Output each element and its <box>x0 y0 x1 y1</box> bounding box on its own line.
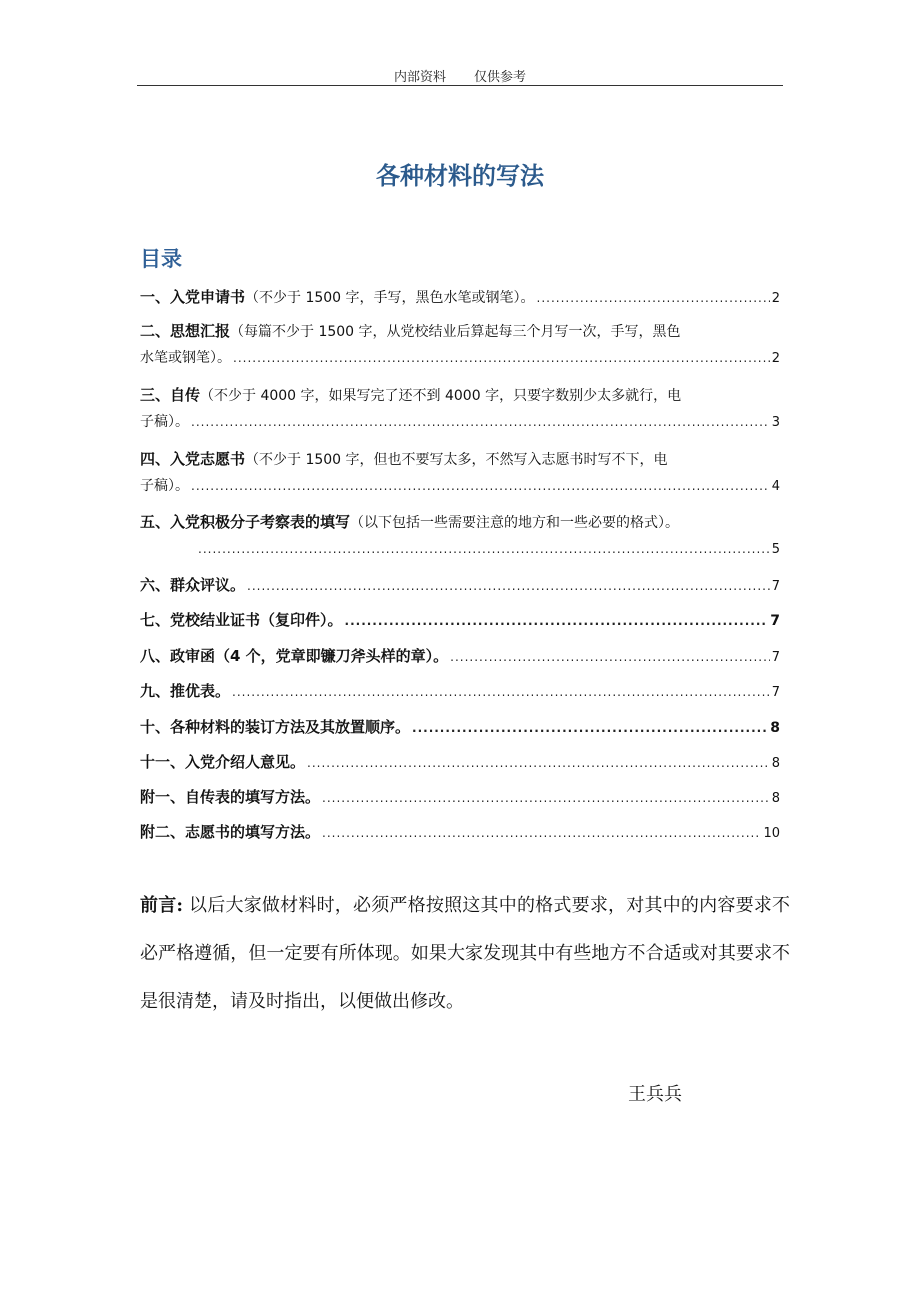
toc-entry-note-cont: 子稿）。 <box>140 414 189 430</box>
toc-entry-title: 附二、志愿书的填写方法。 <box>140 823 321 841</box>
preface-label: 前言: <box>140 895 184 916</box>
toc-entry[interactable] <box>140 607 780 634</box>
document-title: 各种材料的写法 <box>376 161 544 190</box>
toc-entry[interactable] <box>140 572 780 600</box>
preface-text: 以后大家做材料时，必须严格按照这其中的格式要求，对其中的内容要求不必严格遵循，但一定要有所体现。如果大家发现其中有些地方不合适或对其要求不是很清楚，请及时指出，以便做出修改。 <box>140 895 791 1012</box>
toc-page-number: 7 <box>771 650 780 665</box>
toc-entry[interactable] <box>140 819 780 847</box>
toc-leader-dots <box>412 715 768 741</box>
toc-page-number: 7 <box>771 579 780 594</box>
toc-entry-title: 附一、自传表的填写方法。 <box>140 788 321 806</box>
toc-entry[interactable] <box>140 284 780 312</box>
toc-entry-title: 七、党校结业证书（复印件）。 <box>140 611 343 629</box>
toc-page-number: 8 <box>771 791 780 806</box>
toc-heading: 目录 <box>140 247 182 271</box>
toc-entry[interactable] <box>140 678 780 706</box>
toc-leader-dots <box>322 785 770 811</box>
toc-entry[interactable] <box>140 784 780 812</box>
toc-entry-note-cont: 水笔或钢笔）。 <box>140 350 231 366</box>
toc-entry[interactable] <box>140 643 780 671</box>
toc-entry[interactable] <box>140 318 780 372</box>
toc-page-number: 2 <box>771 351 780 366</box>
toc-page-number: 8 <box>771 756 780 771</box>
toc-page-number: 7 <box>771 685 780 700</box>
header-internal-label: 内部资料 <box>393 70 446 85</box>
toc-entry-note: （以下包括一些需要注意的地方和一些必要的格式）。 <box>350 515 680 531</box>
toc-entry-note: （不少于 1500 字，手写，黑色水笔或钢笔）。 <box>245 290 535 306</box>
toc-entry[interactable] <box>140 509 780 563</box>
toc-entry[interactable] <box>140 382 780 436</box>
preface <box>140 882 790 1026</box>
author-signature: 王兵兵 <box>628 1084 682 1105</box>
toc-entry[interactable] <box>140 446 780 500</box>
toc-entry-title: 五、入党积极分子考察表的填写 <box>140 513 351 531</box>
toc-entry-note-cont: 子稿）。 <box>140 478 189 494</box>
header-divider <box>137 85 783 86</box>
toc-leader-dots <box>191 473 770 499</box>
toc-page-number: 8 <box>770 720 780 736</box>
toc-entry-title: 八、政审函（4 个，党章即镰刀斧头样的章）。 <box>140 647 449 665</box>
toc-leader-dots <box>322 820 761 846</box>
page-header <box>0 66 920 85</box>
header-reference-label: 仅供参考 <box>474 70 527 85</box>
toc-entry[interactable] <box>140 749 780 777</box>
toc-entry-title: 三、自传 <box>140 386 201 404</box>
toc-page-number: 3 <box>771 415 780 430</box>
toc-entry-title: 六、群众评议。 <box>140 576 246 594</box>
toc-entry-note: （不少于 4000 字，如果写完了还不到 4000 字，只要字数别少太多就行，电 <box>200 388 682 404</box>
toc-leader-dots <box>450 644 770 670</box>
toc-entry-note: （不少于 1500 字，但也不要写太多，不然写入志愿书时写不下，电 <box>245 452 668 468</box>
toc-leader-dots <box>537 285 770 311</box>
toc-entry-title: 四、入党志愿书 <box>140 450 246 468</box>
toc-entry[interactable] <box>140 714 780 741</box>
toc-leader-dots <box>191 409 770 435</box>
toc-page-number: 5 <box>771 542 780 557</box>
toc-page-number: 7 <box>770 613 780 629</box>
toc-leader-dots <box>307 750 770 776</box>
toc-entry-title: 十一、入党介绍人意见。 <box>140 753 306 771</box>
toc-page-number: 10 <box>763 826 780 841</box>
toc-page-number: 2 <box>771 291 780 306</box>
toc-leader-dots <box>247 573 770 599</box>
toc-leader-dots <box>233 345 770 371</box>
toc-entry-title: 二、思想汇报 <box>140 322 231 340</box>
toc-leader-dots <box>345 608 769 634</box>
toc-entry-title: 十、各种材料的装订方法及其放置顺序。 <box>140 718 411 736</box>
toc-entry-title: 一、入党申请书 <box>140 288 246 306</box>
toc-entry-title: 九、推优表。 <box>140 682 231 700</box>
toc-leader-dots <box>198 536 770 562</box>
toc-leader-dots <box>232 679 770 705</box>
toc-entry-note: （每篇不少于 1500 字，从党校结业后算起每三个月写一次，手写，黑色 <box>230 324 681 340</box>
toc-page-number: 4 <box>771 479 780 494</box>
